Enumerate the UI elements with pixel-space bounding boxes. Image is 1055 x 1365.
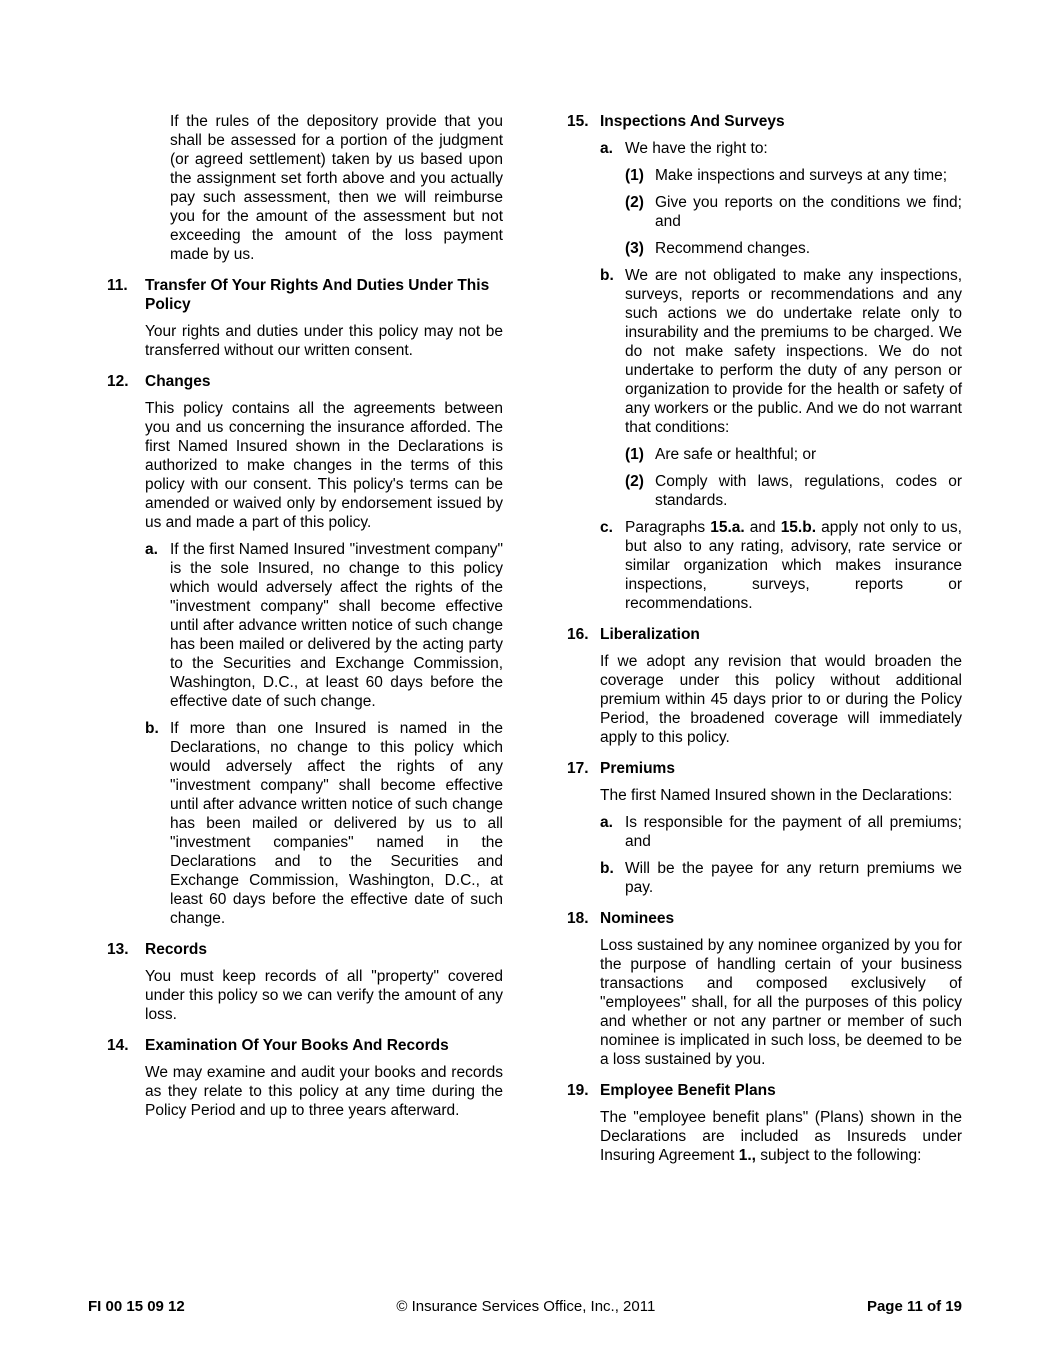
paragraph	[625, 139, 962, 158]
text-run: The first Named Insured shown in the Declarations:	[600, 787, 953, 804]
item-label: a.	[600, 140, 613, 157]
section-19	[567, 1081, 962, 1165]
section-number: 16.	[567, 626, 589, 643]
text-run: apply not only to us, but also to any rating, advisory, rate service or similar organization which makes insurance inspections, surveys, reports or recommendations.	[625, 519, 962, 612]
text-run: Paragraphs	[625, 519, 711, 536]
text-run: Your rights and duties under this policy may not be transferred without our written consent.	[145, 323, 503, 359]
item-body	[655, 472, 962, 510]
text-run: Recommend changes.	[655, 240, 811, 257]
item-label: (1)	[625, 167, 644, 184]
text-run: Is responsible for the payment of all premiums; and	[625, 814, 962, 850]
section-body	[145, 276, 503, 360]
form-number: FI 00 15 09 12	[88, 1298, 185, 1315]
letter-item	[145, 540, 503, 711]
text-run: Will be the payee for any return premiums we pay.	[625, 860, 962, 896]
section-heading: Records	[145, 941, 208, 958]
text-run: and	[744, 519, 781, 536]
item-body	[170, 540, 503, 711]
section-number: 14.	[107, 1037, 129, 1054]
text-run: If we adopt any revision that would broaden the coverage under this policy without additional premium within 45 days prior to or during the Policy Period, the broadened coverage will immediately apply to this policy.	[600, 653, 962, 746]
paragraph	[625, 518, 962, 613]
paragraph	[170, 719, 503, 928]
section-15	[567, 112, 962, 613]
item-label: b.	[600, 860, 614, 877]
section-body	[600, 625, 962, 747]
paragraph	[655, 472, 962, 510]
text-run: 15.b.	[780, 519, 817, 536]
paragraph	[145, 399, 503, 532]
paragraph	[625, 813, 962, 851]
letter-item	[600, 859, 962, 897]
section-body	[145, 940, 503, 1024]
section-heading: Premiums	[600, 760, 675, 777]
text-run: Are safe or healthful; or	[655, 446, 817, 463]
section-number: 12.	[107, 373, 129, 390]
section-number: 13.	[107, 941, 129, 958]
paragraph	[625, 266, 962, 437]
text-run: subject to the following:	[755, 1147, 922, 1164]
section-body	[600, 112, 962, 613]
text-run: If the first Named Insured "investment company" is the sole Insured, no change to this policy which would adversely affect the rights of the "investment company" shall become effective until after advance written notice of such change has been mailed or delivered by the acting party to the Securities and Exchange Commission, Washington, D.C., at least 60 days before the effective date of such change.	[170, 541, 503, 710]
letter-item	[600, 266, 962, 510]
section-number: 18.	[567, 910, 589, 927]
text-run: We have the right to:	[625, 140, 768, 157]
section-number: 17.	[567, 760, 589, 777]
section-11	[107, 276, 503, 360]
text-run: This policy contains all the agreements between you and us concerning the insurance afforded. The first Named Insured shown in the Declarations is authorized to make changes in the terms of this policy with our consent. This policy's terms can be amended or waived only by endorsement issued by us and made a part of this policy.	[145, 400, 503, 531]
item-label: b.	[145, 720, 159, 737]
section-18	[567, 909, 962, 1069]
letter-item	[600, 139, 962, 258]
item-body	[170, 719, 503, 928]
item-body	[655, 166, 962, 185]
paragraph	[625, 859, 962, 897]
letter-item	[600, 813, 962, 851]
item-label: b.	[600, 267, 614, 284]
item-body	[655, 445, 962, 464]
paragraph	[655, 193, 962, 231]
section-body	[145, 372, 503, 928]
section-heading: Transfer Of Your Rights And Duties Under This Policy	[145, 277, 490, 313]
paragraph	[655, 239, 962, 258]
text-run: Make inspections and surveys at any time;	[655, 167, 948, 184]
text-run: The "employee benefit plans" (Plans) shown in the Declarations are included as Insureds under Insuring Agreement	[600, 1109, 962, 1164]
section-heading: Liberalization	[600, 626, 700, 643]
item-body	[655, 193, 962, 231]
column-2	[567, 112, 962, 1165]
continuation-paragraph	[170, 112, 503, 264]
section-heading: Employee Benefit Plans	[600, 1082, 776, 1099]
item-label: c.	[600, 519, 613, 536]
page-indicator: Page 11 of 19	[866, 1298, 962, 1315]
item-body	[625, 813, 962, 851]
section-number: 19.	[567, 1082, 589, 1099]
item-body	[625, 266, 962, 510]
numbered-subitem	[625, 166, 962, 185]
paragraph	[145, 322, 503, 360]
paragraph	[600, 1108, 962, 1165]
section-14	[107, 1036, 503, 1120]
document-body	[107, 112, 962, 1165]
paragraph	[145, 967, 503, 1024]
item-body	[625, 859, 962, 897]
page-footer	[88, 1297, 962, 1316]
section-heading: Nominees	[600, 910, 675, 927]
section-13	[107, 940, 503, 1024]
letter-item	[600, 518, 962, 613]
section-heading: Changes	[145, 373, 211, 390]
section-body	[600, 759, 962, 897]
text-run: You must keep records of all "property" covered under this policy so we can verify the amount of any loss.	[145, 968, 503, 1023]
text-run: We are not obligated to make any inspections, surveys, reports or recommendations and any such actions we do undertake relate only to insurability and the premiums to be charged. We do not make safety inspections. We do not undertake to perform the duty of any person or organization to provide for the health or safety of any workers or the public. And we do not warrant that conditions:	[625, 267, 962, 436]
numbered-subitem	[625, 472, 962, 510]
numbered-subitem	[625, 193, 962, 231]
item-label: a.	[600, 814, 613, 831]
numbered-subitem	[625, 445, 962, 464]
paragraph	[145, 1063, 503, 1120]
section-12	[107, 372, 503, 928]
text-run: Give you reports on the conditions we find; and	[655, 194, 962, 230]
item-body	[655, 239, 962, 258]
text-run: 1.,	[738, 1147, 756, 1164]
section-number: 15.	[567, 113, 589, 130]
text-run: 15.a.	[710, 519, 745, 536]
paragraph	[600, 786, 962, 805]
text-run: Comply with laws, regulations, codes or standards.	[655, 473, 962, 509]
paragraph	[655, 166, 962, 185]
paragraph	[600, 936, 962, 1069]
text-run: If the rules of the depository provide that you shall be assessed for a portion of the judgment (or agreed settlement) taken by us based upon the assignment set forth above and you actually pay such assessment, then we will reimburse you for the amount of the assessment but not exceeding the amount of the loss payment made by us.	[170, 113, 503, 263]
text-run: Loss sustained by any nominee organized by you for the purpose of handling certain of your business transactions and composed exclusively of "employees" shall, for all the purposes of this policy and whether or not any partner or member of such nominee is implicated in such loss, be deemed to be a loss sustained by you.	[600, 937, 962, 1068]
paragraph	[170, 540, 503, 711]
item-label: (2)	[625, 473, 644, 490]
item-label: (2)	[625, 194, 644, 211]
text-run: We may examine and audit your books and records as they relate to this policy at any time during the Policy Period and up to three years afterward.	[145, 1064, 503, 1119]
paragraph	[655, 445, 962, 464]
numbered-subitem	[625, 239, 962, 258]
item-body	[625, 139, 962, 258]
section-body	[600, 1081, 962, 1165]
section-number: 11.	[107, 277, 128, 294]
section-body	[600, 909, 962, 1069]
text-run: If more than one Insured is named in the Declarations, no change to this policy which would adversely affect the rights of any "investment company" shall become effective until after advance written notice of such change has been mailed or delivered by us to all "investment companies" named in the Declarations and to the Securities and Exchange Commission, Washington, D.C., at least 60 days before the effective date of such change.	[170, 720, 503, 927]
copyright-notice: © Insurance Services Office, Inc., 2011	[396, 1298, 656, 1315]
item-body	[625, 518, 962, 613]
section-body	[145, 1036, 503, 1120]
item-label: (3)	[625, 240, 644, 257]
column-1	[107, 112, 503, 1165]
section-heading: Inspections And Surveys	[600, 113, 785, 130]
item-label: (1)	[625, 446, 644, 463]
section-16	[567, 625, 962, 747]
item-label: a.	[145, 541, 158, 558]
section-17	[567, 759, 962, 897]
section-heading: Examination Of Your Books And Records	[145, 1037, 449, 1054]
paragraph	[600, 652, 962, 747]
letter-item	[145, 719, 503, 928]
